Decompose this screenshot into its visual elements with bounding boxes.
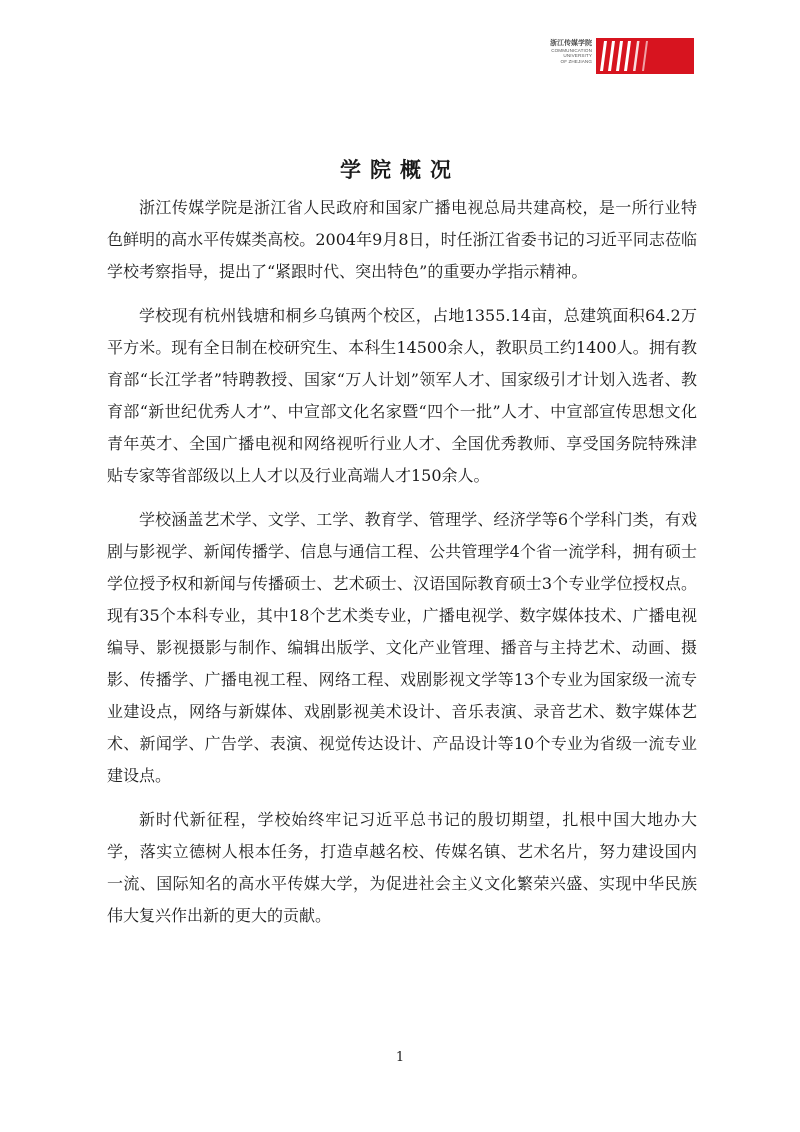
paragraph-campus-faculty: 学校现有杭州钱塘和桐乡乌镇两个校区，占地1355.14亩，总建筑面积64.2万平方米。现有全日制在校研究生、本科生14500余人，教职员工约1400人。拥有教育部“长江学者”特聘教授、国家“万人计划”领军人才、国家级引才计划入选者、教育部“新世纪优秀人才”、中宣部文化名家暨“四个一批”人才、中宣部宣传思想文化青年英才、全国广播电视和网络视听行业人才、全国优秀教师、享受国务院特殊津贴专家等省部级以上人才以及行业高端人才150余人。 [107,306,697,485]
body-text [107,192,697,944]
page-title: 学院概况 [340,158,460,182]
page-number: 1 [395,1050,405,1065]
logo-english-line-1: COMMUNICATION [551,48,592,54]
university-logo [548,38,694,74]
paragraph-intro: 浙江传媒学院是浙江省人民政府和国家广播电视总局共建高校，是一所行业特色鲜明的高水平传媒类高校。2004年9月8日，时任浙江省委书记的习近平同志莅临学校考察指导，提出了“紧跟时代、突出特色”的重要办学指示精神。 [107,198,697,281]
logo-text [548,40,592,64]
paragraph-vision: 新时代新征程，学校始终牢记习近平总书记的殷切期望，扎根中国大地办大学，落实立德树人根本任务，打造卓越名校、传媒名镇、艺术名片，努力建设国内一流、国际知名的高水平传媒大学，为促进社会主义文化繁荣兴盛、实现中华民族伟大复兴作出新的更大的贡献。 [107,810,697,925]
logo-red-band-icon [596,38,694,74]
logo-english-line-3: OF ZHEJIANG [560,58,592,64]
paragraph-disciplines: 学校涵盖艺术学、文学、工学、教育学、管理学、经济学等6个学科门类，有戏剧与影视学、新闻传播学、信息与通信工程、公共管理学4个省一流学科，拥有硕士学位授予权和新闻与传播硕士、艺术硕士、汉语国际教育硕士3个专业学位授权点。现有35个本科专业，其中18个艺术类专业，广播电视学、数字媒体技术、广播电视编导、影视摄影与制作、编辑出版学、文化产业管理、播音与主持艺术、动画、摄影、传播学、广播电视工程、网络工程、戏剧影视文学等13个专业为国家级一流专业建设点，网络与新媒体、戏剧影视美术设计、音乐表演、录音艺术、数字媒体艺术、新闻学、广告学、表演、视觉传达设计、产品设计等10个专业为省级一流专业建设点。 [107,510,697,785]
logo-english-line-2: UNIVERSITY [563,53,592,59]
logo-chinese-name: 浙江传媒学院 [550,40,592,47]
